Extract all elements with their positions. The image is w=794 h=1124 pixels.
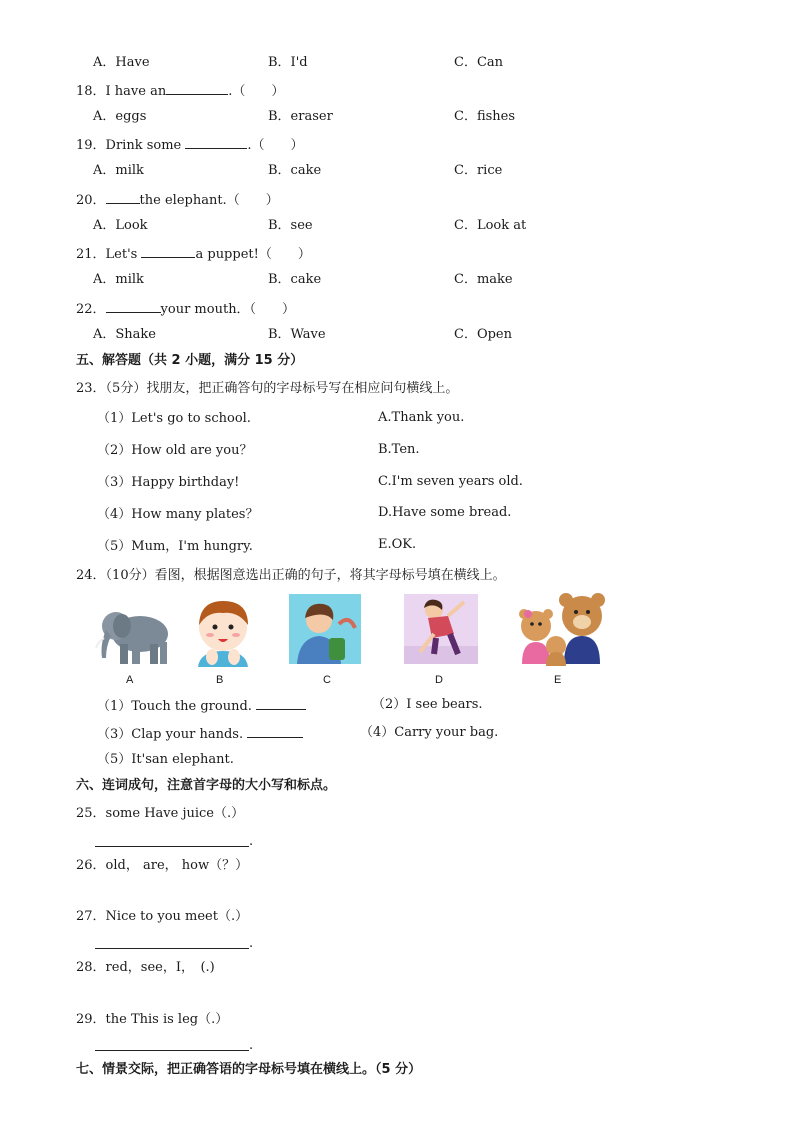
question-18	[76, 82, 284, 100]
question-25: 25．some Have juice（.）	[76, 806, 245, 821]
elephant-image	[94, 600, 174, 668]
q24-sentence-3	[97, 725, 303, 743]
q21-option-c: C．make	[454, 272, 513, 287]
section-6-heading: 六、连词成句，注意首字母的大小写和标点。	[76, 778, 337, 793]
q29-period: .	[249, 1038, 254, 1053]
q17-option-c: C．Can	[454, 55, 504, 70]
q18-stem: 18．I have an	[76, 84, 167, 99]
question-20	[76, 191, 279, 209]
girl-touching-ground-image	[404, 594, 478, 664]
q20-option-c: C．Look at	[454, 218, 527, 233]
question-28: 28．red，see，I， (.)	[76, 960, 215, 975]
q22-option-c: C．Open	[454, 327, 512, 342]
q23-left-4: （4）How many plates？	[97, 507, 259, 522]
q19-option-a: A．milk	[93, 163, 144, 178]
q23-title: 23．（5分）找朋友，把正确答句的字母标号写在相应问句横线上。	[76, 381, 459, 396]
boy-carrying-bag-image	[289, 594, 361, 664]
q20-blank[interactable]	[106, 191, 140, 204]
picture-label-e: E	[554, 674, 562, 686]
q24-title: 24．（10分）看图，根据图意选出正确的句子，将其字母标号填在横线上。	[76, 568, 506, 583]
q25-answer-line[interactable]	[95, 846, 249, 847]
q21-stem: 21．Let's	[76, 247, 138, 262]
q18-blank[interactable]	[166, 82, 228, 95]
q24-sentence-2: （2）I see bears.	[372, 697, 483, 712]
q23-right-a: A.Thank you.	[378, 410, 465, 425]
q20-stem: 20．	[76, 193, 106, 208]
q23-right-c: C.I'm seven years old.	[378, 474, 523, 489]
q19-blank[interactable]	[185, 136, 247, 149]
q20-option-b: B．see	[268, 218, 313, 233]
q18-option-a: A．eggs	[93, 109, 147, 124]
q17-option-a: A．Have	[93, 55, 150, 70]
q20-tail: the elephant.（ ）	[139, 193, 279, 208]
section-7-heading: 七、情景交际，把正确答语的字母标号填在横线上。（5 分）	[76, 1062, 422, 1077]
q19-tail: .（ ）	[247, 138, 304, 153]
q24-sentence-5: （5）It'san elephant.	[97, 752, 234, 767]
picture-label-d: D	[435, 674, 443, 686]
picture-label-b: B	[216, 674, 224, 686]
q19-option-c: C．rice	[454, 163, 503, 178]
q21-option-b: B．cake	[268, 272, 322, 287]
question-27: 27．Nice to you meet（.）	[76, 909, 249, 924]
q24-sentence-1	[97, 697, 306, 715]
q21-tail: a puppet!（ ）	[195, 247, 311, 262]
question-29: 29．the This is leg（.）	[76, 1012, 229, 1027]
q23-left-3: （3）Happy birthday!	[97, 475, 240, 490]
picture-label-c: C	[323, 674, 331, 686]
question-22	[76, 300, 295, 318]
bears-image	[514, 592, 610, 666]
q18-option-b: B．eraser	[268, 109, 333, 124]
q21-option-a: A．milk	[93, 272, 144, 287]
clapping-boy-image	[188, 595, 258, 667]
question-19	[76, 136, 304, 154]
q23-left-1: （1）Let's go to school.	[97, 411, 251, 426]
q23-left-2: （2）How old are you？	[97, 443, 253, 458]
q25-period: .	[249, 834, 254, 849]
q24-s1-text: （1）Touch the ground.	[97, 699, 252, 714]
q18-option-c: C．fishes	[454, 109, 516, 124]
q23-right-b: B.Ten.	[378, 442, 420, 457]
q22-option-a: A．Shake	[93, 327, 156, 342]
question-21	[76, 245, 311, 263]
q23-left-5: （5）Mum，I'm hungry.	[97, 539, 253, 554]
q29-answer-line[interactable]	[95, 1050, 249, 1051]
q24-s1-blank[interactable]	[256, 697, 306, 710]
q24-sentence-4: （4）Carry your bag.	[360, 725, 499, 740]
section-5-heading: 五、解答题（共 2 小题，满分 15 分）	[76, 353, 304, 368]
q24-s3-text: （3）Clap your hands.	[97, 727, 244, 742]
q22-stem: 22．	[76, 302, 106, 317]
q27-period: .	[249, 936, 254, 951]
q17-option-b: B．I'd	[268, 55, 308, 70]
q22-tail: your mouth．（ ）	[160, 302, 296, 317]
q20-option-a: A．Look	[93, 218, 148, 233]
q21-blank[interactable]	[141, 245, 195, 258]
q19-option-b: B．cake	[268, 163, 322, 178]
picture-label-a: A	[126, 674, 134, 686]
q22-blank[interactable]	[106, 300, 161, 313]
q19-stem: 19．Drink some	[76, 138, 182, 153]
q23-right-d: D.Have some bread.	[378, 505, 512, 520]
q23-right-e: E.OK.	[378, 537, 417, 552]
q24-s3-blank[interactable]	[247, 725, 303, 738]
q27-answer-line[interactable]	[95, 948, 249, 949]
q22-option-b: B．Wave	[268, 327, 326, 342]
q18-tail: .（ ）	[228, 84, 285, 99]
question-26: 26．old， are， how（？）	[76, 858, 249, 873]
